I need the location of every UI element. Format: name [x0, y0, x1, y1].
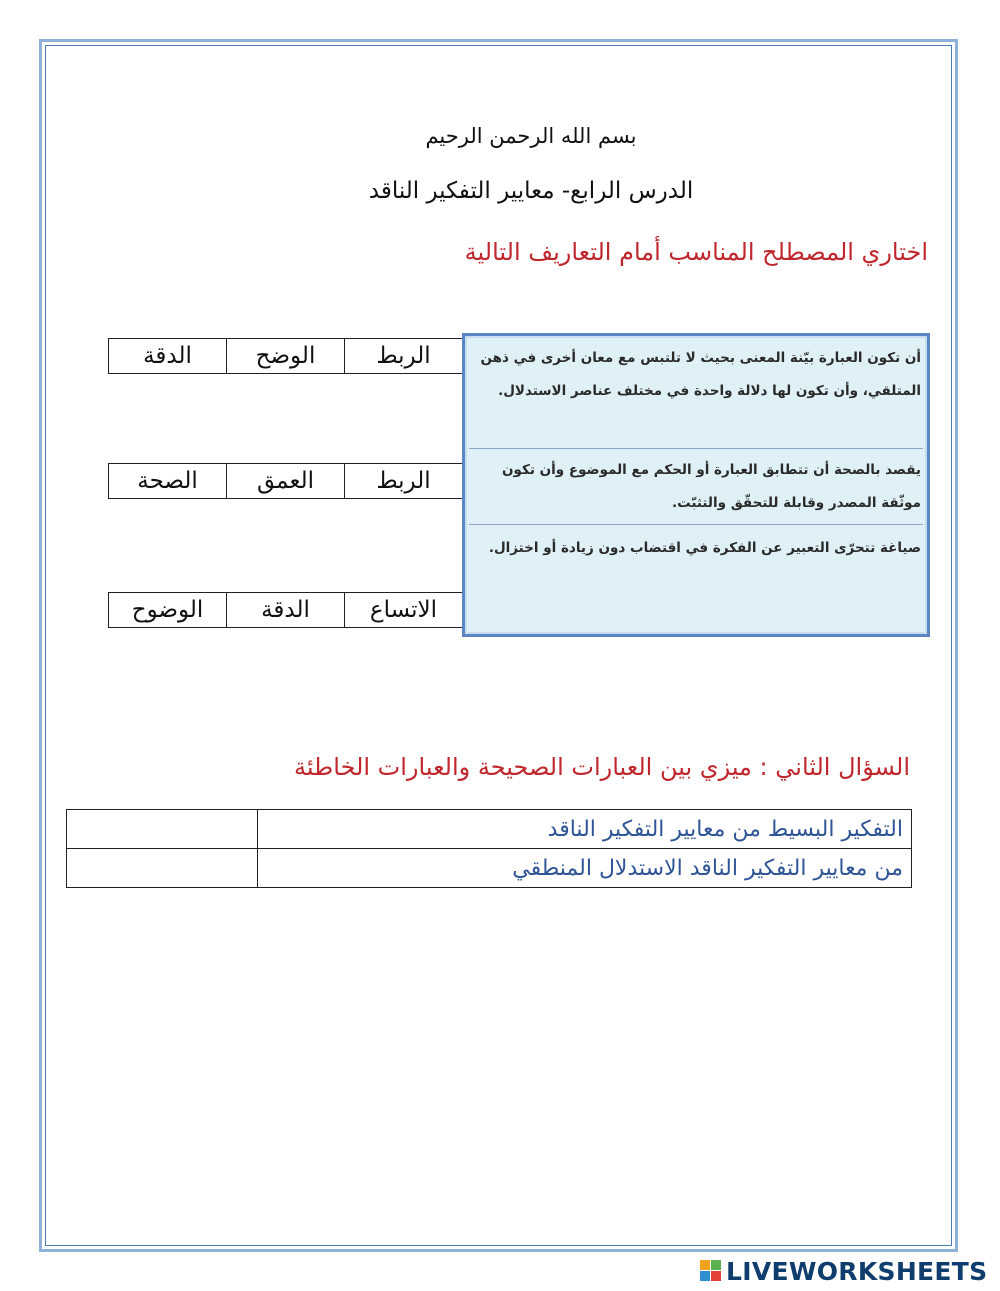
option-cell[interactable]: الصحة [109, 464, 227, 499]
option-cell[interactable]: الربط [345, 339, 463, 374]
question1-title: اختاري المصطلح المناسب أمام التعاريف التالية [464, 238, 928, 266]
options-group-2 [108, 463, 463, 499]
definition-divider [469, 448, 923, 449]
question2-title: السؤال الثاني : ميزي بين العبارات الصحيحة والعبارات الخاطئة [294, 753, 910, 781]
option-cell[interactable]: الوضح [227, 339, 345, 374]
table-row [67, 810, 912, 849]
options-group-3 [108, 592, 463, 628]
answer-cell[interactable] [67, 810, 258, 849]
table-row [67, 849, 912, 888]
definitions-box [462, 333, 930, 637]
logo-grid-icon [700, 1260, 722, 1282]
option-cell[interactable]: الاتساع [345, 593, 463, 628]
option-cell[interactable]: الدقة [227, 593, 345, 628]
brand-name: LIVEWORKSHEETS [726, 1256, 988, 1286]
definition-1: أن تكون العبارة بيّنة المعنى بحيث لا تلتبس مع معان أخرى في ذهن المتلقي، وأن تكون لها دلالة واحدة في مختلف عناصر الاستدلال. [480, 350, 921, 399]
page-frame-inner [45, 45, 952, 1246]
statement-cell: من معايير التفكير الناقد الاستدلال المنطقي [258, 849, 912, 888]
definition-3: صياغة تتحرّى التعبير عن الفكرة في اقتضاب دون زيادة أو اختزال. [488, 540, 921, 556]
option-cell[interactable]: الوضوح [109, 593, 227, 628]
option-cell[interactable]: العمق [227, 464, 345, 499]
definition-divider [469, 524, 923, 525]
true-false-table [66, 809, 912, 888]
definition-2: يقصد بالصحة أن تتطابق العبارة أو الحكم مع الموضوع وأن تكون موثّقة المصدر وقابلة للتحقّق والتثبّت. [502, 462, 921, 511]
lesson-title: الدرس الرابع- معايير التفكير الناقد [368, 178, 694, 204]
basmala: بسم الله الرحمن الرحيم [425, 124, 637, 148]
statement-cell: التفكير البسيط من معايير التفكير الناقد [258, 810, 912, 849]
answer-cell[interactable] [67, 849, 258, 888]
options-group-1 [108, 338, 463, 374]
liveworksheets-logo [700, 1258, 987, 1284]
option-cell[interactable]: الدقة [109, 339, 227, 374]
option-cell[interactable]: الربط [345, 464, 463, 499]
